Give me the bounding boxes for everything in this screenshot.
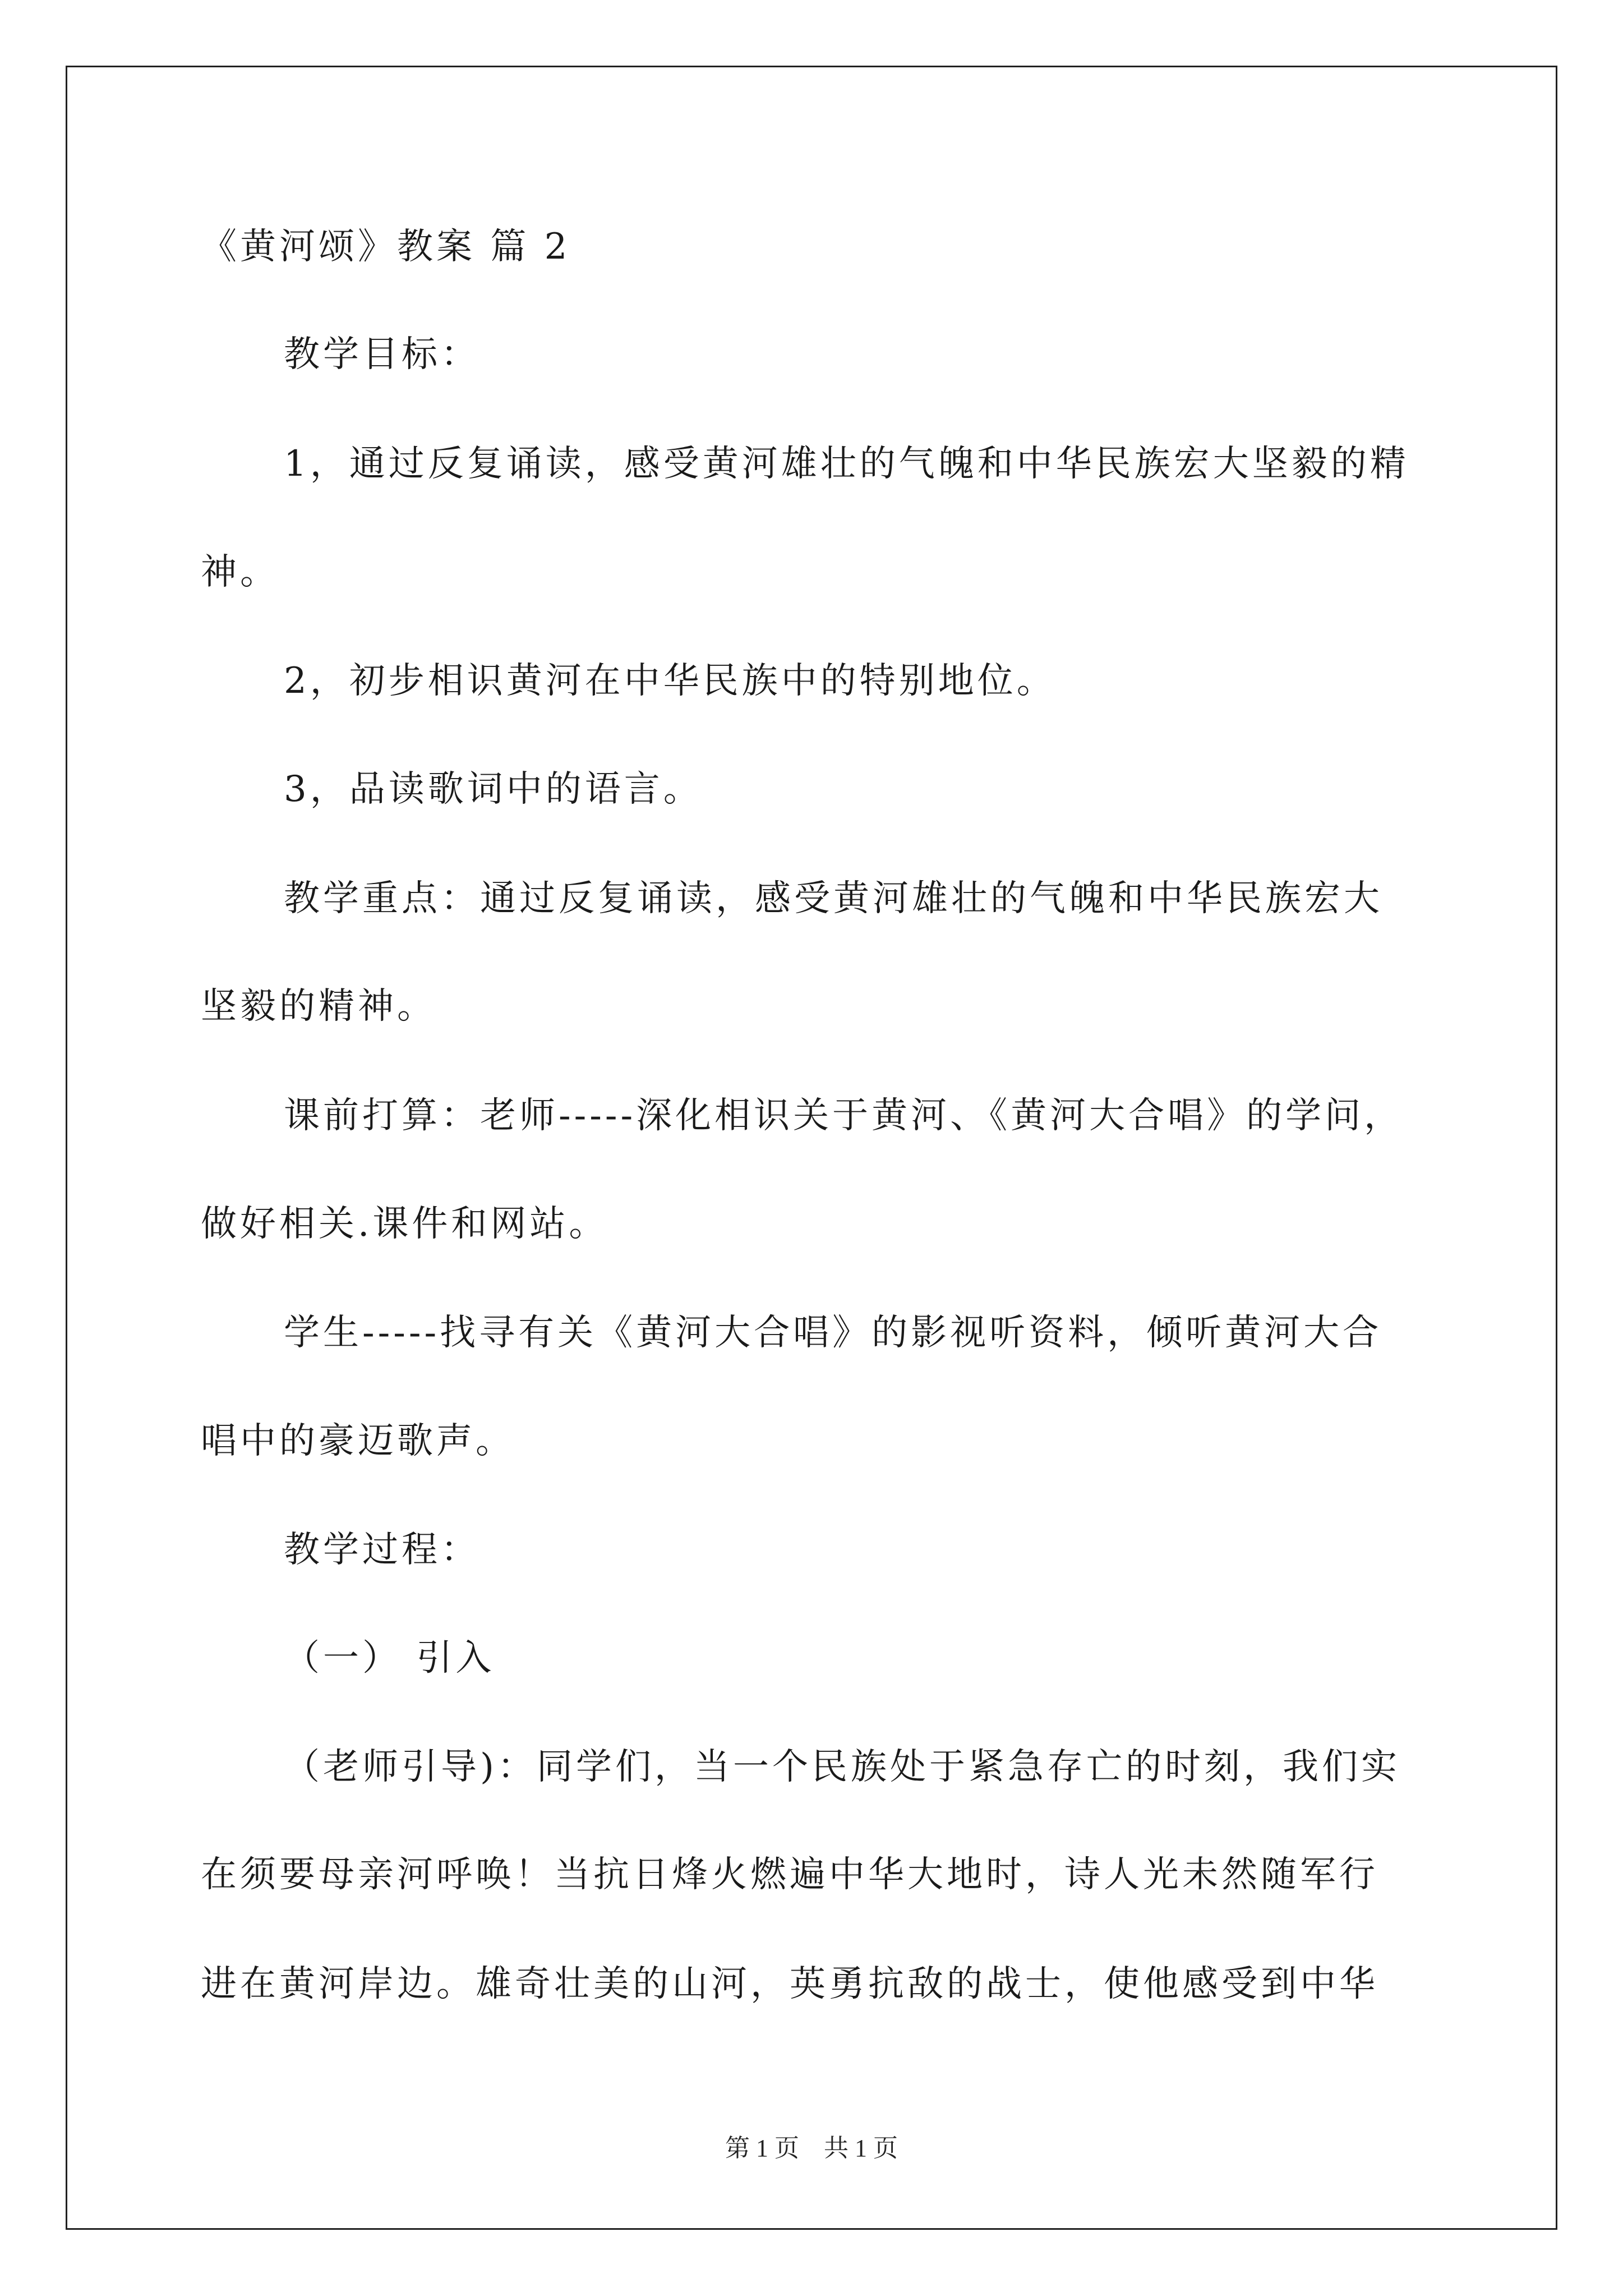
- paragraph-line: 3，品读歌词中的语言。: [284, 769, 703, 810]
- paragraph-line: 教学重点：通过反复诵读，感受黄河雄壮的气魄和中华民族宏大: [284, 878, 1383, 919]
- document-title: 《黄河颂》教案 篇 2: [201, 226, 571, 268]
- paragraph-line: 课前打算：老师-----深化相识关于黄河、《黄河大合唱》的学问，: [284, 1095, 1404, 1137]
- section-heading-objectives: 教学目标：: [284, 334, 480, 375]
- paragraph-line: 在须要母亲河呼唤！当抗日烽火燃遍中华大地时，诗人光未然随军行: [201, 1854, 1378, 1895]
- paragraph-line: 神。: [201, 551, 279, 593]
- page-footer: 第 1 页 共 1 页: [725, 2134, 898, 2162]
- section-heading-process: 教学过程：: [284, 1529, 480, 1571]
- paragraph-line: 唱中的豪迈歌声。: [201, 1420, 515, 1462]
- paragraph-line: （老师引导)：同学们，当一个民族处于紧急存亡的时刻，我们实: [284, 1746, 1400, 1788]
- subsection-heading: （一） 引入: [284, 1637, 495, 1679]
- paragraph-line: 1，通过反复诵读，感受黄河雄壮的气魄和中华民族宏大坚毅的精: [284, 443, 1409, 485]
- paragraph-line: 进在黄河岸边。雄奇壮美的山河，英勇抗敌的战士，使他感受到中华: [201, 1963, 1378, 2005]
- paragraph-line: 做好相关.课件和网站。: [201, 1203, 608, 1245]
- paragraph-line: 坚毅的精神。: [201, 986, 436, 1027]
- paragraph-line: 2，初步相识黄河在中华民族中的特别地位。: [284, 660, 1056, 702]
- paragraph-line: 学生-----找寻有关《黄河大合唱》的影视听资料，倾听黄河大合: [284, 1312, 1382, 1354]
- page-border: [66, 66, 1557, 2230]
